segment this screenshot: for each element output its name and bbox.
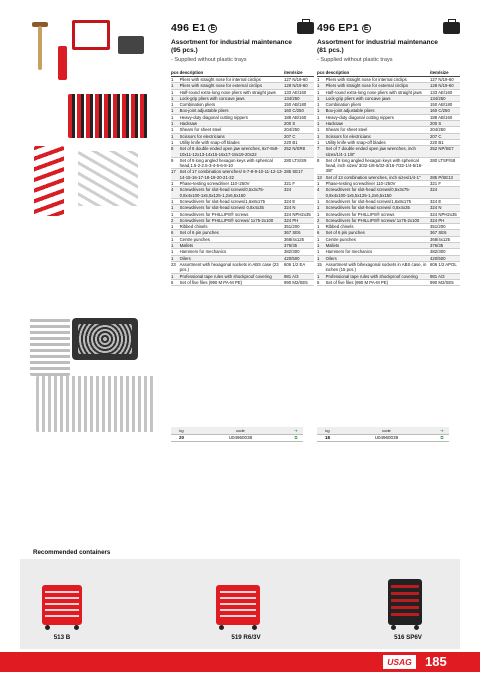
description-cell: Set of 13 combination wrenches, inch sizes/1/4-1"	[326, 174, 430, 180]
description-cell: Screwdrivers for slot-head screws/ 0,8x4x35	[326, 205, 430, 211]
item-size-cell: 207 C	[284, 133, 314, 139]
pcs-cell: 15	[317, 261, 326, 273]
item-size-cell: 324 PH	[284, 217, 314, 223]
description-cell: Screwdrivers for slot-head screws/0,5x3x75-0,8x4x100-1x5,5x125-1,2x6,5x150	[180, 187, 284, 199]
table-row	[171, 181, 314, 187]
item-size-cell: 376/35	[430, 243, 460, 249]
table-row	[171, 279, 314, 285]
combination-wrenches-icon	[36, 376, 156, 432]
description-cell: Pliers with straight nose for external circlips	[180, 83, 284, 89]
pcs-cell: 1	[171, 139, 180, 145]
pcs-cell: 1	[171, 243, 180, 249]
description-cell: Screwdrivers for slot-head screws/1,6x8x175	[326, 198, 430, 204]
table-row	[171, 77, 314, 83]
description-cell: Assortment with bihexagonal sockets in ABS case, in inches (15 pcs.)	[326, 261, 430, 273]
table-row	[317, 211, 460, 217]
description-cell: Pliers with straight nose for external circlips	[326, 83, 430, 89]
item-size-cell: 200 S	[284, 121, 314, 127]
code-label: code	[192, 427, 289, 434]
item-size-cell: 324 NPH2x35	[430, 211, 460, 217]
item-size-cell: 324 N	[284, 205, 314, 211]
description-cell: Hammers for mechanics	[180, 249, 284, 255]
pcs-cell: 1	[317, 198, 326, 204]
item-size-cell: 200 S	[430, 121, 460, 127]
description-cell: Screwdrivers for PHILLIPS® screws	[180, 211, 284, 217]
usag-logo: USAG	[383, 655, 416, 669]
pcs-cell: 17	[171, 169, 180, 181]
item-size-cell: 252 NP/SE7	[430, 146, 460, 158]
pcs-cell: 1	[171, 95, 180, 101]
table-row	[317, 217, 460, 223]
pcs-cell: 1	[317, 121, 326, 127]
pcs-cell: 1	[171, 127, 180, 133]
description-cell: Assortment with hexagonal sockets in ABS case (23 pcs.)	[180, 261, 284, 273]
pcs-cell: 23	[171, 261, 180, 273]
item-size-cell: 324	[284, 187, 314, 199]
description-cell: Hacksaw	[180, 121, 284, 127]
pcs-cell: 2	[171, 217, 180, 223]
item-size-cell: 981 A/3	[284, 273, 314, 279]
pcs-cell: 8	[317, 157, 326, 174]
product-code: 496 E1	[171, 22, 206, 34]
pcs-cell: 1	[171, 181, 180, 187]
pcs-cell: 1	[317, 211, 326, 217]
pcs-cell: 9	[171, 157, 180, 169]
pcs-cell: 1	[171, 255, 180, 261]
description-cell: Hacksaw	[326, 121, 430, 127]
description-cell: Lock-grip pliers with concave jaws	[180, 95, 284, 101]
item-size-cell: 990 M2/SE5	[430, 279, 460, 285]
description-cell: Set of five files (990 M PA-M PE)	[180, 279, 284, 285]
item-size-cell: 606 1/2 EA	[284, 261, 314, 273]
item-size-cell: 128 N/19-60	[284, 83, 314, 89]
item-size-cell: 321 F	[430, 181, 460, 187]
item-size-cell: 150 AB/180	[284, 102, 314, 108]
product-note: - Supplied without plastic trays	[317, 57, 393, 63]
item-size-cell: 134/250	[284, 95, 314, 101]
pcs-cell: 1	[171, 249, 180, 255]
description-cell: Set of 6 pin punches	[180, 230, 284, 236]
order-table-b	[317, 427, 449, 442]
pcs-cell: 1	[317, 205, 326, 211]
table-row	[317, 205, 460, 211]
description-cell: Phase-testing screwdriver 110÷250V	[326, 181, 430, 187]
description-cell: Centre punches	[180, 236, 284, 242]
description-cell: Ribbed chisels	[326, 224, 430, 230]
item-size-cell: 376/35	[284, 243, 314, 249]
item-size-cell: 133 AE/160	[284, 89, 314, 95]
pcs-cell: 1	[317, 127, 326, 133]
description-cell: Lock-grip pliers with concave jaws	[326, 95, 430, 101]
order-code: U04960038	[192, 434, 289, 441]
pcs-cell: 1	[317, 102, 326, 108]
pcs-cell: 5	[171, 279, 180, 285]
description-cell: Mallets	[180, 243, 284, 249]
item-size-cell: 382/300	[430, 249, 460, 255]
item-size-cell: 324 E	[284, 198, 314, 204]
description-cell: Oilers	[326, 255, 430, 261]
page-number: 185	[425, 654, 447, 669]
table-row	[317, 89, 460, 95]
table-row	[317, 83, 460, 89]
description-cell: Screwdrivers for slot-head screws/ 0,8x4x35	[180, 205, 284, 211]
description-cell: Scissors for electricians	[326, 133, 430, 139]
pcs-cell: 6	[171, 230, 180, 236]
pcs-cell: 1	[317, 181, 326, 187]
table-row	[317, 273, 460, 279]
cart-icon: ➔	[289, 427, 303, 434]
description-cell: Pliers with straight nose for internal circlips	[326, 77, 430, 83]
contents-table	[317, 70, 460, 286]
description-cell: Combination pliers	[180, 102, 284, 108]
contents-table	[171, 70, 314, 286]
item-size-cell: 127 N/19-60	[284, 77, 314, 83]
item-size-cell: 351/200	[284, 224, 314, 230]
description-cell: Utility knife with snap-off blades	[180, 139, 284, 145]
description-cell: Professional tape rules with shockproof covering	[180, 273, 284, 279]
pcs-cell: 1	[171, 83, 180, 89]
item-size-cell: 133 AE/160	[430, 89, 460, 95]
item-size-cell: 351/200	[430, 224, 460, 230]
item-size-cell: 981 A/3	[430, 273, 460, 279]
pcs-cell: 1	[171, 114, 180, 120]
cart-icon: ➔	[435, 427, 449, 434]
table-row	[317, 261, 460, 273]
item-size-cell: 324	[430, 187, 460, 199]
pcs-cell: 1	[317, 139, 326, 145]
pcs-cell: 7	[317, 146, 326, 158]
description-cell: Screwdrivers for PHILLIPS® screws/ 1x75-2x100	[180, 217, 284, 223]
table-row	[317, 198, 460, 204]
description-cell: Set of 7 double ended open jaw wrenches, inch sizes/1/4-1 1/8"	[326, 146, 430, 158]
pcs-cell: 1	[317, 77, 326, 83]
add-to-cart-icon[interactable]: ⧉	[289, 434, 303, 441]
container-label: 519 R6/3V	[231, 634, 261, 641]
item-size-cell: 220 B1	[284, 139, 314, 145]
code-label: code	[338, 427, 435, 434]
pcs-cell: 4	[171, 187, 180, 199]
pcs-cell: 1	[317, 249, 326, 255]
item-size-cell: 204/250	[284, 127, 314, 133]
col-header-pcs: pcs	[171, 70, 179, 75]
item-size-cell: 188 AB/160	[284, 114, 314, 120]
pcs-cell: 1	[317, 83, 326, 89]
item-size-cell: 420/500	[284, 255, 314, 261]
pcs-cell: 1	[317, 108, 326, 114]
info-badge-icon: E	[208, 24, 217, 33]
table-row	[317, 181, 460, 187]
item-size-cell: 382/300	[284, 249, 314, 255]
description-cell: Set of 6 pin punches	[326, 230, 430, 236]
item-size-cell: 280 LTSP/S8	[430, 157, 460, 174]
col-header-description: description	[180, 70, 284, 77]
product-note: - Supplied without plastic trays	[171, 57, 247, 63]
item-size-cell: 321 F	[284, 181, 314, 187]
item-size-cell: 324 N	[430, 205, 460, 211]
item-size-cell: 285 P/SE13	[430, 174, 460, 180]
table-row	[171, 146, 314, 158]
pcs-cell: 1	[317, 89, 326, 95]
item-size-cell: 324 NPH2x35	[284, 211, 314, 217]
pcs-cell: 13	[317, 174, 326, 180]
product-code: 496 EP1	[317, 22, 359, 34]
pcs-cell: 1	[317, 255, 326, 261]
description-cell: Combination pliers	[326, 102, 430, 108]
pcs-cell: 1	[317, 95, 326, 101]
description-cell: Hammers for mechanics	[326, 249, 430, 255]
table-row	[171, 95, 314, 101]
table-row	[171, 261, 314, 273]
description-cell: Professional tape rules with shockproof covering	[326, 273, 430, 279]
pliers-icon	[34, 146, 64, 216]
pcs-cell: 5	[317, 279, 326, 285]
description-cell: Half-round extra-long nose pliers with straight jaws	[180, 89, 284, 95]
description-cell: Heavy-duty diagonal cutting nippers	[326, 114, 430, 120]
case-icon	[443, 22, 460, 34]
item-size-cell: 134/250	[430, 95, 460, 101]
description-cell: Pliers with straight nose for internal circlips	[180, 77, 284, 83]
case-icon	[297, 22, 314, 34]
item-size-cell: 204/250	[430, 127, 460, 133]
table-row	[171, 211, 314, 217]
pcs-cell: 1	[171, 198, 180, 204]
pcs-cell: 2	[317, 217, 326, 223]
table-row	[317, 174, 460, 180]
pcs-cell: 1	[317, 224, 326, 230]
weight-value: 18	[317, 434, 338, 441]
product-title: Assortment for industrial maintenance (95 pcs.)	[171, 39, 292, 54]
kg-label: kg	[171, 427, 192, 434]
item-size-cell: 252 N/SR8	[284, 146, 314, 158]
description-cell: Heavy-duty diagonal cutting nippers	[180, 114, 284, 120]
col-header-item-size: item/size	[430, 70, 460, 77]
table-row	[171, 157, 314, 169]
table-row	[171, 187, 314, 199]
description-cell: Ribbed chisels	[180, 224, 284, 230]
pcs-cell: 1	[317, 133, 326, 139]
item-size-cell: 128 N/19-60	[430, 83, 460, 89]
pcs-cell: 1	[171, 236, 180, 242]
add-to-cart-icon[interactable]: ⧉	[435, 434, 449, 441]
pcs-cell: 1	[171, 121, 180, 127]
description-cell: Screwdrivers for slot-head screws/0,5x3x75-0,8x4x100-1x5,5x125-1,2x6,5x150	[326, 187, 430, 199]
pcs-cell: 8	[171, 146, 180, 158]
col-header-item-size: item/size	[284, 70, 314, 77]
item-size-cell: 285 SE17	[284, 169, 314, 181]
item-size-cell: 990 M2/SE5	[284, 279, 314, 285]
col-header-description: description	[326, 70, 430, 77]
table-row	[317, 187, 460, 199]
pcs-cell: 1	[171, 273, 180, 279]
pcs-cell: 4	[317, 187, 326, 199]
description-cell: Phase-testing screwdriver 110÷250V	[180, 181, 284, 187]
table-row	[171, 169, 314, 181]
col-header-pcs: pcs	[317, 70, 325, 75]
item-size-cell: 367 SE6	[284, 230, 314, 236]
table-row	[317, 146, 460, 158]
tool-assortment-photo	[28, 16, 160, 446]
item-size-cell: 324 PH	[430, 217, 460, 223]
pcs-cell: 1	[171, 77, 180, 83]
description-cell: Set of 8 double ended open jaw wrenches, 6x7-8x9-10x11-12x13-14x15-16x17-18x19-20x22	[180, 146, 284, 158]
table-row	[317, 279, 460, 285]
item-size-cell: 127 N/19-60	[430, 77, 460, 83]
recommended-title: Recommended containers	[33, 549, 111, 556]
item-size-cell: 188 AB/160	[430, 114, 460, 120]
trolley-513b-icon	[42, 585, 82, 625]
description-cell: Screwdrivers for PHILLIPS® screws/ 1x75-2x100	[326, 217, 430, 223]
description-cell: Shears for sheet steel	[180, 127, 284, 133]
container-label: 516 SP6V	[394, 634, 422, 641]
pcs-cell: 1	[171, 133, 180, 139]
order-code: U04960039	[338, 434, 435, 441]
table-row	[171, 217, 314, 223]
table-row	[171, 89, 314, 95]
product-496-e1	[171, 22, 314, 286]
description-cell: Scissors for electricians	[180, 133, 284, 139]
screwdriver-set-icon	[68, 94, 148, 138]
table-row	[171, 114, 314, 120]
pcs-cell: 1	[171, 102, 180, 108]
trolley-519r6-icon	[216, 585, 260, 625]
item-size-cell: 606 1/2 APOL	[430, 261, 460, 273]
item-size-cell: 368/4x125	[430, 236, 460, 242]
info-badge-icon: E	[362, 24, 371, 33]
pcs-cell: 1	[317, 114, 326, 120]
description-cell: Set of 8 long angled hexagon keys with spherical head, inch sizes/ 3/32-1/8-5/32-3/16-7/32-1/4-5/16-3/8"	[326, 157, 430, 174]
table-row	[317, 114, 460, 120]
item-size-cell: 368/4x125	[284, 236, 314, 242]
table-row	[317, 95, 460, 101]
table-row	[171, 205, 314, 211]
pcs-cell: 6	[317, 230, 326, 236]
table-row	[171, 273, 314, 279]
description-cell: Set of 9 long angled hexagon keys with spherical head,1.5-2-2.5-3-4-5-6-8-10	[180, 157, 284, 169]
trolley-516sp6v-icon	[388, 579, 422, 625]
pcs-cell: 1	[171, 224, 180, 230]
kg-label: kg	[317, 427, 338, 434]
description-cell: Box-joint adjustable pliers	[326, 108, 430, 114]
item-size-cell: 220 B1	[430, 139, 460, 145]
table-row	[171, 83, 314, 89]
product-title: Assortment for industrial maintenance (81 pcs.)	[317, 39, 438, 54]
table-row	[317, 157, 460, 174]
item-size-cell: 160 C/250	[284, 108, 314, 114]
item-size-cell: 420/500	[430, 255, 460, 261]
item-size-cell: 150 AB/180	[430, 102, 460, 108]
weight-value: 20	[171, 434, 192, 441]
pcs-cell: 1	[317, 236, 326, 242]
pcs-cell: 1	[317, 243, 326, 249]
pcs-cell: 1	[171, 211, 180, 217]
pcs-cell: 1	[171, 108, 180, 114]
item-size-cell: 207 C	[430, 133, 460, 139]
description-cell: Box-joint adjustable pliers	[180, 108, 284, 114]
table-row	[171, 198, 314, 204]
wrench-set-icon	[30, 316, 70, 376]
recommended-containers	[20, 559, 460, 649]
description-cell: Centre punches	[326, 236, 430, 242]
hacksaw-icon	[72, 20, 110, 50]
order-table-a	[171, 427, 303, 442]
description-cell: Oilers	[180, 255, 284, 261]
item-size-cell: 280 LTS/S9	[284, 157, 314, 169]
item-size-cell: 367 SE6	[430, 230, 460, 236]
description-cell: Half-round extra-long nose pliers with straight jaws	[326, 89, 430, 95]
description-cell: Utility knife with snap-off blades	[326, 139, 430, 145]
pcs-cell: 1	[171, 89, 180, 95]
table-row	[317, 77, 460, 83]
description-cell: Screwdrivers for slot-head screws/1,6x8x175	[180, 198, 284, 204]
description-cell: Set of five files (990 M PA-M PE)	[326, 279, 430, 285]
pcs-cell: 1	[317, 273, 326, 279]
item-size-cell: 160 C/250	[430, 108, 460, 114]
container-label: 513 B	[53, 634, 71, 641]
description-cell: Shears for sheet steel	[326, 127, 430, 133]
description-cell: Set of 17 combination wrenches/ 6-7-8-9-10-11-12-13-14-15-16-17-18-19-20-21-22	[179, 169, 283, 180]
product-496-ep1	[317, 22, 460, 286]
description-cell: Screwdrivers for PHILLIPS® screws	[326, 211, 430, 217]
description-cell: Mallets	[326, 243, 430, 249]
pcs-cell: 1	[171, 205, 180, 211]
item-size-cell: 324 E	[430, 198, 460, 204]
